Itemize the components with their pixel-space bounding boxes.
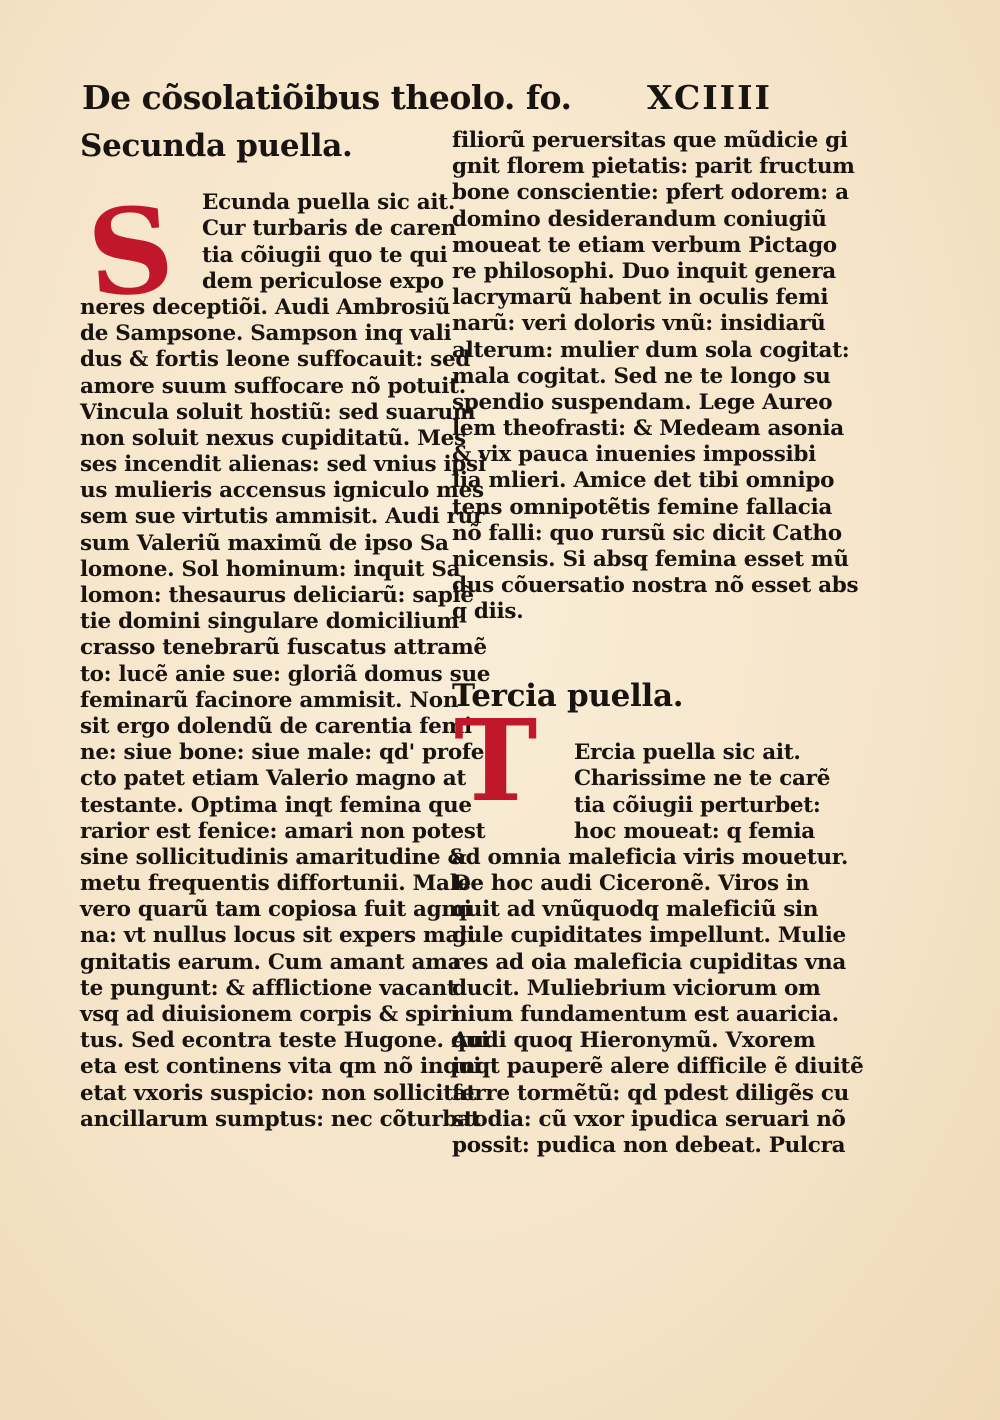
- illuminated-initial-s: S: [83, 179, 178, 324]
- section-title-tercia: Tercia puella.: [452, 677, 684, 714]
- text-line: lomone. Sol hominum: inquit Sa: [80, 556, 461, 582]
- text-line: to: lucẽ anie sue: gloriã domus sue: [80, 661, 491, 687]
- illuminated-initial-t: T: [454, 696, 538, 827]
- text-line: de Sampsone. Sampson inq vali: [80, 321, 452, 347]
- text-line: tia cõiugii quo te qui: [202, 242, 448, 268]
- text-line: lacrymarũ habent in oculis femi: [452, 285, 829, 311]
- text-line: sum Valeriũ maximũ de ipso Sa: [80, 530, 449, 556]
- text-line: dem periculose expo: [202, 268, 444, 294]
- text-line: Cur turbaris de caren: [202, 216, 457, 242]
- text-line: vero quarũ tam copiosa fuit agmi: [80, 897, 472, 923]
- text-line: sine sollicitudinis amaritudine &: [80, 844, 467, 870]
- text-line: metu frequentis diffortunii. Male: [80, 871, 471, 897]
- text-line: sit ergo dolendũ de carentia femi: [80, 713, 472, 739]
- text-line: non soluit nexus cupiditatũ. Mes: [80, 425, 466, 451]
- text-line: ad omnia maleficia viris mouetur.: [452, 844, 849, 870]
- folio-number: XCIIII: [646, 78, 772, 117]
- text-line: gnit florem pietatis: parit fructum: [452, 154, 855, 180]
- text-line: alterum: mulier dum sola cogitat:: [452, 337, 850, 363]
- text-line: ancillarum sumptus: nec cõturbat: [80, 1106, 481, 1132]
- right-column: [452, 128, 864, 1159]
- text-line: q diis.: [452, 599, 524, 625]
- text-line: quit ad vnũquodq maleficiũ sin: [452, 897, 819, 923]
- text-line: sem sue virtutis ammisit. Audi rur: [80, 504, 485, 530]
- text-line: spendio suspendam. Lege Aureo: [452, 389, 833, 415]
- text-line: eta est continens vita qm nõ inqui: [80, 1054, 482, 1080]
- text-line: tens omnipotẽtis femine fallacia: [452, 494, 833, 520]
- text-line: bone conscientie: pfert odorem: a: [452, 180, 849, 206]
- text-line: te pungunt: & afflictione vacant: [80, 975, 457, 1001]
- text-line: testante. Optima inqt femina que: [80, 792, 472, 818]
- text-line: domino desiderandum coniugiũ: [452, 206, 827, 232]
- text-line: nõ falli: quo rursũ sic dicit Catho: [452, 520, 842, 546]
- text-line: nium fundamentum est auaricia.: [452, 1002, 839, 1027]
- text-line: feminarũ facinore ammisit. Non: [80, 687, 459, 713]
- text-line: dus & fortis leone suffocauit: sed: [80, 347, 471, 373]
- text-line: possit: pudica non debeat. Pulcra: [452, 1132, 846, 1158]
- text-line: Charissime ne te carẽ: [574, 766, 831, 792]
- text-line: cto patet etiam Valerio magno at: [80, 766, 467, 792]
- text-line: Vincula soluit hostiũ: sed suarum: [80, 399, 476, 425]
- text-line: amore suum suffocare nõ potuit.: [80, 373, 466, 399]
- text-line: mala cogitat. Sed ne te longo su: [452, 363, 831, 389]
- text-line: res ad oia maleficia cupiditas vna: [452, 949, 847, 975]
- text-line: filiorũ peruersitas que mũdicie gi: [452, 128, 848, 153]
- text-line: crasso tenebrarũ fuscatus attramẽ: [80, 635, 487, 661]
- text-line: ne: siue bone: siue male: qd' profe: [80, 740, 485, 766]
- text-line: na: vt nullus locus sit expers mali: [80, 923, 475, 949]
- text-line: Audi quoq Hieronymũ. Vxorem: [452, 1028, 816, 1054]
- text-line: vsq ad diuisionem corpis & spiri: [80, 1002, 459, 1027]
- text-line: & vix pauca inuenies impossibi: [452, 442, 817, 468]
- text-line: stodia: cũ vxor ipudica seruari nõ: [452, 1106, 846, 1132]
- text-line: nicensis. Si absq femina esset mũ: [452, 547, 849, 572]
- text-line: neres deceptiõi. Audi Ambrosiũ: [80, 294, 451, 320]
- section-title-secunda: Secunda puella.: [80, 128, 353, 164]
- text-line: hoc moueat: q femia: [574, 818, 815, 844]
- text-line: re philosophi. Duo inquit genera: [452, 258, 836, 284]
- text-line: etat vxoris suspicio: non sollicitat: [80, 1080, 477, 1106]
- text-line: ferre tormẽtũ: qd pdest diligẽs cu: [452, 1080, 849, 1106]
- text-line: Ercia puella sic ait.: [574, 740, 801, 766]
- text-line: ses incendit alienas: sed vnius ipsi: [80, 452, 486, 478]
- text-line: narũ: veri doloris vnũ: insidiarũ: [452, 311, 826, 337]
- text-line: gule cupiditates impellunt. Mulie: [452, 923, 846, 949]
- text-line: ducit. Muliebrium viciorum om: [452, 975, 821, 1001]
- text-line: tia cõiugii perturbet:: [574, 792, 821, 818]
- text-line: De hoc audi Ciceronẽ. Viros in: [452, 871, 810, 897]
- page-header: [82, 78, 772, 122]
- right-text-block-a: [452, 128, 859, 626]
- text-line: moueat te etiam verbum Pictago: [452, 232, 837, 258]
- text-line: tie domini singulare domicilium: [80, 609, 459, 635]
- running-title: De cõsolatiõibus theolo. fo.: [82, 78, 572, 117]
- text-line: rarior est fenice: amari non potest: [80, 818, 486, 844]
- text-line: lia mlieri. Amice det tibi omnipo: [452, 468, 835, 494]
- text-line: Ecunda puella sic ait.: [202, 190, 456, 216]
- text-line: tus. Sed econtra teste Hugone. qui: [80, 1028, 489, 1054]
- text-line: lem theofrasti: & Medeam asonia: [452, 416, 844, 442]
- text-line: us mulieris accensus igniculo mes: [80, 478, 484, 504]
- text-line: inqt pauperẽ alere difficile ẽ diuitẽ: [452, 1054, 864, 1080]
- text-line: lomon: thesaurus deliciarũ: sapiẽ: [80, 583, 474, 608]
- text-line: dus cõuersatio nostra nõ esset abs: [452, 573, 859, 599]
- text-line: gnitatis earum. Cum amant ama: [80, 949, 462, 975]
